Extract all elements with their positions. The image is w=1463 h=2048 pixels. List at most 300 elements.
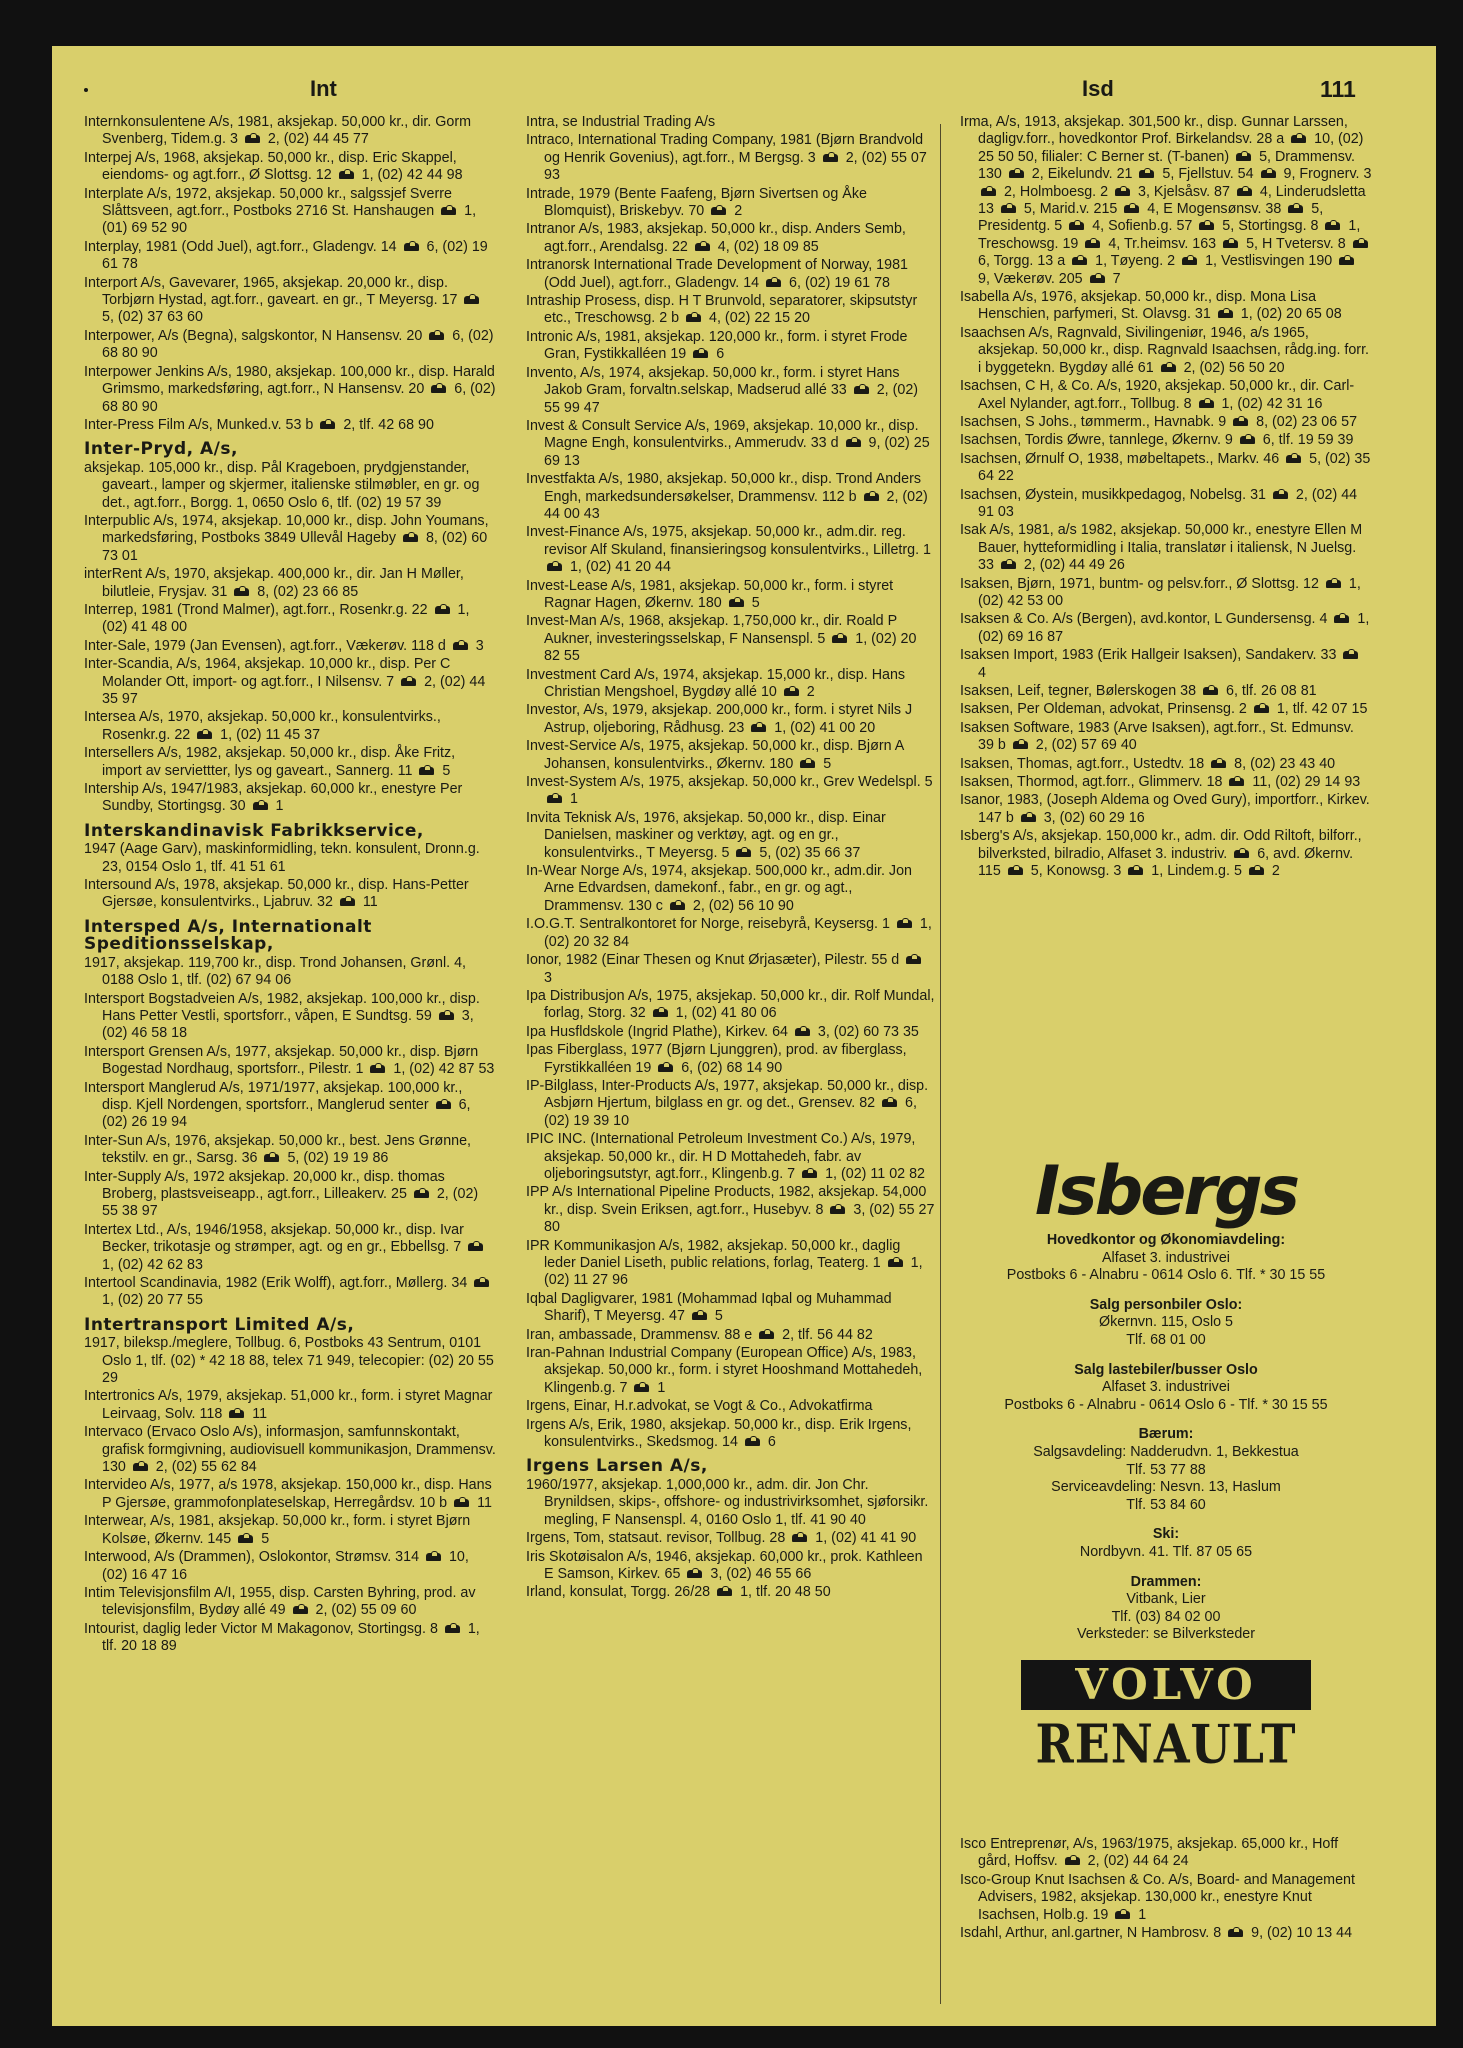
entry-text: Intersellers A/s, 1982, aksjekap. 50,000 kr., disp. Åke Fritz, import av serviettter, lys og gaveart., Sannerg. 11 5	[84, 745, 456, 779]
postal-district-icon	[434, 604, 452, 615]
directory-entry	[960, 576, 1372, 611]
entry-text: Inter-Sun A/s, 1976, aksjekap. 50,000 kr., best. Jens Grønne, tekstilv. en gr., Sarsg. 36 5, (02) 19 19 86	[84, 1132, 472, 1167]
entry-text: Intersport Manglerud A/s, 1971/1977, aksjekap. 100,000 kr., disp. Kjell Nordengen, sportsforr., Manglerud senter 6, (02) 26 19 94	[84, 1079, 471, 1131]
directory-entry	[526, 613, 936, 665]
entry-text: Intra, se Industrial Trading A/s	[526, 114, 716, 130]
postal-district-icon	[881, 1097, 899, 1108]
entry-heading: Irgens Larsen A/s,	[526, 1456, 708, 1477]
postal-district-icon	[430, 383, 448, 394]
directory-entry	[84, 1169, 496, 1221]
entry-text: Iris Skotøisalon A/s, 1946, aksjekap. 60,000 kr., prok. Kathleen E Samson, Kirkev. 65 3, (02) 46 55 66	[526, 1548, 923, 1582]
ad-baerum-line2: Tlf. 53 77 88	[1126, 1461, 1206, 1478]
postal-district-icon	[1012, 739, 1030, 750]
postal-district-icon	[1236, 186, 1254, 197]
postal-district-icon	[403, 241, 421, 252]
postal-district-icon	[228, 1408, 246, 1419]
postal-district-icon	[783, 686, 801, 697]
entry-text: Inter-Sale, 1979 (Jan Evensen), agt.forr., Vækerøv. 118 d 3	[84, 637, 484, 654]
directory-entry	[526, 702, 936, 737]
directory-entry	[84, 239, 496, 274]
directory-entry	[526, 774, 936, 809]
directory-entry	[526, 1078, 936, 1130]
directory-entry	[84, 1513, 496, 1548]
directory-entry	[84, 1477, 496, 1512]
postal-district-icon	[980, 186, 998, 197]
postal-district-icon	[546, 561, 564, 572]
directory-entry	[84, 1621, 496, 1656]
postal-district-icon	[1342, 649, 1360, 660]
entry-text: Investment Card A/s, 1974, aksjekap. 15,000 kr., disp. Hans Christian Mengshoel, Bygdøy allé 10 2	[526, 666, 906, 700]
entry-text: Invest-Finance A/s, 1975, aksjekap. 50,000 kr., adm.dir. reg. revisor Alf Skuland, finansieringsog konsulentvirks., Lilletrg. 1 1, (02) 41 20 44	[526, 524, 932, 576]
entry-text: Irgens, Einar, H.r.advokat, se Vogt & Co., Advokatfirma	[526, 1398, 873, 1415]
entry-text: Irma, A/s, 1913, aksjekap. 301,500 kr., disp. Gunnar Larssen, dagligv.forr., hovedkontor Prof. Birkelandsv. 28 a 10, (02) 25 50 50, filialer: C Berner st. (T-banen) 5, Drammensv. 130 2, Eikelundv. 21 5, Fjellstuv. 54 9, Frognerv. 3 2, Holmboesg. 2 3, Kjelsåsv. 87 4, Linderudsletta 13 5, Marid.v. 215 4, E Mogensønsv. 38 5, Presidentg. 5 4, Sofienb.g. 57 5, Stortingsg. 8 1, Treschowsg. 19 4, Tr.heimsv. 163 5, H Tvetersv. 8 6, Torgg. 13 a 1, Tøyeng. 2 1, Vestlisvingen 190 9, Vækerøv. 205 7	[960, 114, 1372, 287]
directory-entry	[84, 877, 496, 912]
entry-text: Interpej A/s, 1968, aksjekap. 50,000 kr., disp. Eric Skappel, eiendoms- og agt.forr., Ø Slottsg. 12 1, (02) 42 44 98	[84, 149, 463, 184]
entry-text: Isachsen, Ørnulf O, 1938, møbeltapets., Markv. 46 5, (02) 35 64 22	[960, 450, 1371, 485]
directory-entry	[84, 1424, 496, 1476]
directory-entry	[84, 364, 496, 416]
postal-district-icon	[1287, 203, 1305, 214]
postal-district-icon	[1202, 685, 1220, 696]
ad-baerum-line3: Serviceavdeling: Nesvn. 13, Haslum	[1051, 1479, 1281, 1496]
entry-text: Intersport Grensen A/s, 1977, aksjekap. 50,000 kr., disp. Bjørn Bogestad Nordhaug, sportsforr., Pilestr. 1 1, (02) 42 87 53	[84, 1043, 495, 1078]
directory-entry	[960, 774, 1372, 791]
ad-sales-trucks-line1: Alfaset 3. industrivei	[1102, 1379, 1230, 1396]
ad-drammen-line1: Vitbank, Lier	[1126, 1591, 1206, 1608]
directory-entry	[526, 1024, 936, 1041]
directory-entry	[526, 221, 936, 256]
postal-district-icon	[905, 954, 923, 965]
postal-district-icon	[710, 205, 728, 216]
entry-text: Intronic A/s, 1981, aksjekap. 120,000 kr., form. i styret Frode Gran, Fystikkalléen 19 6	[526, 328, 908, 363]
postal-district-icon	[1352, 238, 1370, 249]
entry-text: Invest-System A/s, 1975, aksjekap. 50,000 kr., Grev Wedelspl. 5 1	[526, 774, 933, 808]
entry-text: Isaksen, Per Oldeman, advokat, Prinsensg. 2 1, tlf. 42 07 15	[960, 701, 1368, 718]
directory-entry	[960, 325, 1372, 377]
ad-ski-title: Ski:	[1152, 1526, 1180, 1543]
directory-entry	[84, 150, 496, 185]
directory-entry	[84, 513, 496, 565]
entry-text: Isberg's A/s, aksjekap. 150,000 kr., adm. dir. Odd Riltoft, bilforr., bilverksted, bilradio, Alfaset 3. industriv. 6, avd. Økernv. 115 5, Konowsg. 3 1, Lindem.g. 5 2	[960, 828, 1362, 880]
entry-text: Invest-Service A/s, 1975, aksjekap. 50,000 kr., disp. Bjørn A Johansen, konsulentvirks., Økernv. 180 5	[526, 738, 904, 772]
entry-text: Isaksen, Thomas, agt.forr., Ustedtv. 18 8, (02) 23 43 40	[960, 755, 1336, 772]
directory-entry	[526, 667, 936, 702]
postal-district-icon	[1127, 865, 1145, 876]
postal-district-icon	[440, 205, 458, 216]
postal-district-icon	[1232, 416, 1250, 427]
entry-text: aksjekap. 105,000 kr., disp. Pål Krageboen, prydgjenstander, gaveart., lamper og skjermer, italienske stilmøbler, en gr. og det., agt.forr., Borgg. 1, 0650 Oslo 6, tlf. (02) 19 57 39	[84, 459, 480, 511]
directory-entry	[526, 1398, 936, 1415]
postal-district-icon	[1210, 758, 1228, 769]
directory-entry	[526, 1549, 936, 1584]
postal-district-icon	[765, 277, 783, 288]
postal-district-icon	[829, 1204, 847, 1215]
entry-text: IPIC INC. (International Petroleum Investment Co.) A/s, 1979, aksjekap. 50,000 kr., dir. H D Mottahedeh, fabr. av oljeboringsutstyr, agt.forr., Klingenb.g. 7 1, (02) 11 02 82	[526, 1131, 925, 1182]
entry-heading: Intertransport Limited A/s,	[84, 1314, 355, 1335]
entry-text: interRent A/s, 1970, aksjekap. 400,000 kr., dir. Jan H Møller, bilutleie, Frysjav. 31 8, (02) 23 66 85	[84, 566, 464, 600]
entry-text: Interport A/s, Gavevarer, 1965, aksjekap. 20,000 kr., disp. Torbjørn Hystad, agt.forr., gaveart. en gr., T Meyersg. 17 5, (02) 37 63 60	[84, 275, 483, 326]
entry-text: Internkonsulentene A/s, 1981, aksjekap. 50,000 kr., dir. Gorm Svenberg, Tidem.g. 3 2, (02) 44 45 77	[84, 114, 472, 148]
postal-district-icon	[1198, 220, 1216, 231]
entry-text: Interrep, 1981 (Trond Malmer), agt.forr., Rosenkr.g. 22 1, (02) 41 48 00	[84, 601, 470, 636]
postal-district-icon	[716, 1586, 734, 1597]
entry-text: Isco Entreprenør, A/s, 1963/1975, aksjekap. 65,000 kr., Hoff gård, Hoffsv. 2, (02) 44 64 24	[960, 1836, 1339, 1870]
directory-entry	[960, 720, 1372, 755]
postal-district-icon	[728, 597, 746, 608]
directory-entry	[526, 114, 936, 131]
directory-entry	[84, 913, 496, 990]
postal-district-icon	[473, 1277, 491, 1288]
ad-hq-line1: Alfaset 3. industrivei	[1102, 1249, 1230, 1266]
entry-text: Intervideo A/s, 1977, a/s 1978, aksjekap. 150,000 kr., disp. Hans P Gjersøe, grammofonplateselskap, Herregårdsv. 10 b 11	[84, 1477, 492, 1511]
directory-entry	[960, 1836, 1372, 1871]
entry-text: Intervaco (Ervaco Oslo A/s), informasjon, samfunnskontakt, grafisk formgivning, audiovisuell kommunikasjon, Drammensv. 130 2, (02) 55 62 84	[84, 1424, 496, 1476]
directory-entry	[526, 1131, 936, 1183]
entry-text: I.O.G.T. Sentralkontoret for Norge, reisebyrå, Keysersg. 1 1, (02) 20 32 84	[526, 916, 932, 950]
postal-district-icon	[794, 1026, 812, 1037]
column-2	[526, 114, 936, 1603]
directory-entry	[526, 132, 936, 184]
entry-text: IPR Kommunikasjon A/s, 1982, aksjekap. 50,000 kr., daglig leder Daniel Liseth, public relations, forlag, Teaterg. 1 1, (02) 11 27 96	[526, 1237, 923, 1289]
entry-text: Isaksen, Thormod, agt.forr., Glimmerv. 18 11, (02) 29 14 93	[960, 774, 1361, 791]
postal-district-icon	[863, 491, 881, 502]
directory-entry	[960, 414, 1372, 431]
entry-text: Intertronics A/s, 1979, aksjekap. 51,000 kr., form. i styret Magnar Leirvaag, Solv. 118 11	[84, 1388, 493, 1422]
ad-baerum-line1: Salgsavdeling: Nadderudvn. 1, Bekkestua	[1033, 1443, 1299, 1460]
entry-text: Intranorsk International Trade Development of Norway, 1981 (Odd Juel), agt.forr., Gladengv. 14 6, (02) 19 61 78	[526, 257, 908, 291]
entry-text: Intertex Ltd., A/s, 1946/1958, aksjekap. 50,000 kr., disp. Ivar Becker, trikotasje og strømper, agt. og en gr., Ebbellsg. 7 1, (02) 42 62 83	[84, 1222, 487, 1273]
directory-page	[52, 46, 1436, 2026]
directory-entry	[526, 1291, 936, 1326]
directory-entry	[84, 781, 496, 816]
directory-entry	[960, 378, 1372, 413]
entry-text: Isaksen & Co. A/s (Bergen), avd.kontor, L Gundersensg. 4 1, (02) 69 16 87	[960, 611, 1370, 645]
directory-entry	[84, 745, 496, 780]
postal-district-icon	[244, 133, 262, 144]
volvo-logo: VOLVO	[1021, 1660, 1311, 1710]
postal-district-icon	[831, 633, 849, 644]
entry-text: IP-Bilglass, Inter-Products A/s, 1977, aksjekap. 50,000 kr., disp. Asbjørn Hjertum, bilglass en gr. og det., Grensev. 82 6, (02) 19 39 10	[526, 1077, 929, 1129]
ad-sales-cars-line2: Tlf. 68 01 00	[1126, 1331, 1206, 1348]
entry-text: Intrade, 1979 (Bente Faafeng, Bjørn Sivertsen og Åke Blomquist), Briskebyv. 70 2	[526, 185, 867, 220]
postal-district-icon	[132, 1461, 150, 1472]
postal-district-icon	[1260, 168, 1278, 179]
postal-district-icon	[694, 241, 712, 252]
entry-text: Irland, konsulat, Torgg. 26/28 1, tlf. 20 48 50	[526, 1584, 831, 1601]
entry-text: Invento, A/s, 1974, aksjekap. 50,000 kr., form. i styret Hans Jakob Gram, forvaltn.selskap, Madserud allé 33 2, (02) 55 99 47	[526, 364, 919, 416]
entry-text: Interwear, A/s, 1981, aksjekap. 50,000 kr., form. i styret Bjørn Kolsøe, Økernv. 145 5	[84, 1513, 471, 1547]
entry-text: Inter-Supply A/s, 1972 aksjekap. 20,000 kr., disp. thomas Broberg, plastsveiseapp., agt.forr., Lilleakerv. 25 2, (02) 55 38 97	[84, 1168, 479, 1220]
postal-district-icon	[452, 640, 470, 651]
postal-district-icon	[1000, 559, 1018, 570]
postal-district-icon	[1114, 186, 1132, 197]
entry-text: Interplay, 1981 (Odd Juel), agt.forr., Gladengv. 14 6, (02) 19 61 78	[84, 238, 488, 273]
isbergs-advertisement	[960, 1152, 1372, 1775]
entry-text: Inter-Press Film A/s, Munked.v. 53 b 2, tlf. 42 68 90	[84, 416, 434, 433]
isbergs-logo: Isbergs	[1034, 1152, 1298, 1231]
postal-district-icon	[1198, 398, 1216, 409]
postal-district-icon	[1285, 453, 1303, 464]
entry-text: Isachsen, Tordis Øwre, tannlege, Økernv. 9 6, tlf. 19 59 39	[960, 432, 1354, 449]
entry-text: Isdahl, Arthur, anl.gartner, N Hambrosv. 8 9, (02) 10 13 44	[960, 1925, 1353, 1942]
entry-text: Isanor, 1983, (Joseph Aldema og Oved Gury), importforr., Kirkev. 147 b 3, (02) 60 29 16	[960, 792, 1370, 826]
postal-district-icon	[744, 1436, 762, 1447]
directory-entry	[960, 683, 1372, 700]
postal-district-icon	[1123, 203, 1141, 214]
ad-drammen-line3: Verksteder: se Bilverksteder	[1077, 1626, 1255, 1643]
postal-district-icon	[1253, 703, 1271, 714]
entry-text: Isaksen, Leif, tegner, Bølerskogen 38 6, tlf. 26 08 81	[960, 683, 1317, 699]
entry-text: Ipas Fiberglass, 1977 (Bjørn Ljunggren), prod. av fiberglass, Fyrstikkalléen 19 6, (02) 68 14 90	[526, 1042, 907, 1076]
directory-entry	[526, 257, 936, 292]
postal-district-icon	[685, 312, 703, 323]
postal-district-icon	[1272, 489, 1290, 500]
postal-district-icon	[1333, 613, 1351, 624]
postal-district-icon	[669, 900, 687, 911]
directory-entry	[526, 810, 936, 862]
postal-district-icon	[657, 1062, 675, 1073]
directory-entry	[526, 1345, 936, 1397]
entry-text: Irgens, Tom, statsaut. revisor, Tollbug. 28 1, (02) 41 41 90	[526, 1530, 917, 1547]
postal-district-icon	[1114, 1909, 1132, 1920]
entry-text: Intranor A/s, 1983, aksjekap. 50,000 kr., disp. Anders Semb, agt.forr., Arendalsg. 22 4, (02) 18 09 85	[526, 221, 906, 255]
entry-text: Interpower, A/s (Begna), salgskontor, N Hansensv. 20 6, (02) 68 80 90	[84, 327, 494, 362]
postal-district-icon	[425, 1551, 443, 1562]
entry-text: Isachsen, S Johs., tømmerm., Havnabk. 9 8, (02) 23 06 57	[960, 413, 1358, 430]
postal-district-icon	[801, 1168, 819, 1179]
postal-district-icon	[402, 532, 420, 543]
postal-district-icon	[233, 586, 251, 597]
postal-district-icon	[1181, 255, 1199, 266]
ad-sales-trucks-title: Salg lastebiler/busser Oslo	[1074, 1361, 1258, 1378]
entry-text: Invest & Consult Service A/s, 1969, aksjekap. 10,000 kr., disp. Magne Engh, konsulentvirks., Ammerudv. 33 d 9, (02) 25 69 13	[526, 417, 930, 469]
directory-entry	[526, 1042, 936, 1077]
postal-district-icon	[1324, 220, 1342, 231]
postal-district-icon	[691, 1310, 709, 1321]
postal-district-icon	[196, 729, 214, 740]
directory-entry	[960, 701, 1372, 718]
entry-text: Irgens A/s, Erik, 1980, aksjekap. 50,000 kr., disp. Erik Irgens, konsulentvirks., Skedsmog. 14 6	[526, 1416, 912, 1451]
directory-entry	[84, 1133, 496, 1168]
postal-district-icon	[791, 1532, 809, 1543]
directory-entry	[960, 289, 1372, 324]
entry-text: Isco-Group Knut Isachsen & Co. A/s, Board- and Management Advisers, 1982, aksjekap. 130,000 kr., enestyre Knut Isachsen, Holb.g. 19 1	[960, 1871, 1355, 1923]
postal-district-icon	[1248, 865, 1266, 876]
entry-text: 1947 (Aage Garv), maskinformidling, tekn. konsulent, Dronn.g. 23, 0154 Oslo 1, tlf. 41 51 61	[84, 841, 480, 875]
entry-text: Ipa Distribusjon A/s, 1975, aksjekap. 50,000 kr., dir. Rolf Mundal, forlag, Storg. 32 1, (02) 41 80 06	[526, 987, 935, 1022]
directory-entry	[526, 1327, 936, 1344]
postal-district-icon	[435, 1099, 453, 1110]
directory-entry	[526, 952, 936, 987]
ad-ski-line1: Nordbyvn. 41. Tlf. 87 05 65	[1079, 1543, 1253, 1560]
entry-text: Intersound A/s, 1978, aksjekap. 50,000 kr., disp. Hans-Petter Gjersøe, konsulentvirks., Ljabruv. 32 11	[84, 877, 469, 911]
ad-drammen-title: Drammen:	[1130, 1573, 1202, 1590]
entry-text: In-Wear Norge A/s, 1974, aksjekap. 500,000 kr., adm.dir. Jon Arne Edvardsen, damekonf., fabr., en gr. og agt., Drammensv. 130 c 2, (02) 56 10 90	[526, 863, 912, 914]
entry-text: Invest-Man A/s, 1968, aksjekap. 1,750,000 kr., dir. Roald P Aukner, investeringsselskap, F Nansenspl. 5 1, (02) 20 82 55	[526, 613, 917, 665]
directory-entry	[526, 916, 936, 951]
postal-district-icon	[467, 1241, 485, 1252]
entry-text: 1917, aksjekap. 119,700 kr., disp. Trond Johansen, Grønl. 4, 0188 Oslo 1, tlf. (02) 67 94 06	[84, 954, 467, 989]
postal-district-icon	[252, 800, 270, 811]
entry-text: Inter-Scandia, A/s, 1964, aksjekap. 10,000 kr., disp. Per C Molander Ott, import- og agt.forr., I Nilsensv. 7 2, (02) 44 35 97	[84, 656, 486, 707]
ad-baerum-line4: Tlf. 53 84 60	[1126, 1496, 1206, 1513]
postal-district-icon	[633, 1382, 651, 1393]
column-3	[960, 114, 1372, 881]
directory-entry	[960, 432, 1372, 449]
postal-district-icon	[1228, 776, 1246, 787]
directory-entry	[526, 365, 936, 417]
renault-logo: RENAULT	[1035, 1712, 1297, 1775]
directory-entry	[84, 1044, 496, 1079]
postal-district-icon	[319, 419, 337, 430]
postal-district-icon	[1068, 220, 1086, 231]
postal-district-icon	[369, 1063, 387, 1074]
column-1	[84, 114, 496, 1657]
postal-district-icon	[887, 1257, 905, 1268]
entry-text: 1917, bileksp./meglere, Tollbug. 6, Postboks 43 Sentrum, 0101 Oslo 1, tlf. (02) * 42 18 88, telex 71 949, telecopier: (02) 20 55 29	[84, 1335, 494, 1387]
directory-entry	[84, 114, 496, 149]
entry-text: Intim Televisjonsfilm A/I, 1955, disp. Carsten Byhring, prod. av televisjonsfilm, Bydøy allé 49 2, (02) 55 09 60	[84, 1584, 476, 1619]
postal-district-icon	[1138, 168, 1156, 179]
entry-text: Iqbal Dagligvarer, 1981 (Mohammad Iqbal og Muhammad Sharif), T Meyersg. 47 5	[526, 1290, 892, 1325]
entry-text: Intersea A/s, 1970, aksjekap. 50,000 kr., konsulentvirks., Rosenkr.g. 22 1, (02) 11 45 37	[84, 709, 441, 743]
postal-district-icon	[1227, 1927, 1245, 1938]
ad-hq-line2: Postboks 6 - Alnabru - 0614 Oslo 6. Tlf. * 30 15 55	[1006, 1267, 1326, 1284]
postal-district-icon	[799, 758, 817, 769]
postal-district-icon	[463, 294, 481, 305]
postal-district-icon	[1239, 434, 1257, 445]
entry-text: Isachsen, C H, & Co. A/s, 1920, aksjekap. 50,000 kr., dir. Carl-Axel Nylander, agt.forr., Tollbug. 8 1, (02) 42 31 16	[960, 378, 1355, 412]
entry-text: Invest-Lease A/s, 1981, aksjekap. 50,000 kr., form. i styret Ragnar Hagen, Økernv. 180 5	[526, 577, 894, 611]
directory-entry	[960, 647, 1372, 682]
ad-sales-cars-line1: Økernvn. 115, Oslo 5	[1098, 1314, 1234, 1331]
directory-entry	[526, 738, 936, 773]
directory-entry	[526, 1452, 936, 1529]
directory-entry	[960, 756, 1372, 773]
entry-heading: Inter-Pryd, A/s,	[84, 439, 238, 460]
directory-entry	[84, 638, 496, 655]
postal-district-icon	[1007, 865, 1025, 876]
directory-entry	[526, 418, 936, 470]
postal-district-icon	[1071, 255, 1089, 266]
directory-entry	[526, 1238, 936, 1290]
header-right-word: Isd	[1082, 76, 1114, 101]
postal-district-icon	[652, 1007, 670, 1018]
entry-text: Isak A/s, 1981, a/s 1982, aksjekap. 50,000 kr., enestyre Ellen M Bauer, hytteformidling i Italia, translatør i italiensk, N Juelsg. 33 2, (02) 44 49 26	[960, 522, 1363, 574]
postal-district-icon	[263, 1152, 281, 1163]
entry-text: IPP A/s International Pipeline Products, 1982, aksjekap. 54,000 kr., disp. Svein Eriksen, agt.forr., Husebyv. 8 3, (02) 55 27 80	[526, 1184, 935, 1236]
directory-entry	[960, 1872, 1372, 1924]
page-number: 111	[1320, 76, 1356, 102]
postal-district-icon	[1338, 255, 1356, 266]
ad-baerum-title: Bærum:	[1138, 1426, 1194, 1443]
postal-district-icon	[692, 348, 710, 359]
postal-district-icon	[418, 765, 436, 776]
entry-text: Intraship Prosess, disp. H T Brunvold, separatorer, skipsutstyr etc., Treschowsg. 2 b 4, (02) 22 15 20	[526, 293, 918, 327]
entry-text: Invita Teknisk A/s, 1976, aksjekap. 50,000 kr., disp. Einar Danielsen, maskiner og verktøy, agt. og en gr., konsulentvirks., T Meyersg. 5 5, (02) 35 66 37	[526, 809, 886, 861]
directory-entry	[526, 293, 936, 328]
directory-entry	[960, 451, 1372, 486]
directory-entry	[960, 828, 1372, 880]
directory-entry	[84, 1275, 496, 1310]
directory-entry	[84, 1222, 496, 1274]
entry-text: 1960/1977, aksjekap. 1,000,000 kr., adm. dir. Jon Chr. Brynildsen, skips-, offshore- og industrivirksomhet, sjøforsikr. megling, F Nansenspl. 4, 0160 Oslo 1, tlf. 41 90 40	[526, 1476, 929, 1528]
entry-text: Intership A/s, 1947/1983, aksjekap. 60,000 kr., enestyre Per Sundby, Stortingsg. 30 1	[84, 781, 463, 815]
postal-district-icon	[413, 1188, 431, 1199]
postal-district-icon	[1325, 578, 1343, 589]
directory-entry	[960, 611, 1372, 646]
postal-district-icon	[1290, 133, 1308, 144]
entry-text: Interpublic A/s, 1974, aksjekap. 10,000 kr., disp. John Youmans, markedsføring, Postboks 3849 Ullevål Hageby 8, (02) 60 73 01	[84, 512, 489, 564]
ad-drammen-line2: Tlf. (03) 84 02 00	[1111, 1608, 1221, 1625]
entry-text: Isabella A/s, 1976, aksjekap. 50,000 kr., disp. Mona Lisa Henschien, parfymeri, St. Olavsg. 31 1, (02) 20 65 08	[960, 289, 1342, 323]
page-header	[52, 76, 1436, 106]
postal-district-icon	[444, 1623, 462, 1634]
directory-entry	[526, 524, 936, 576]
directory-entry	[526, 1184, 936, 1236]
column-3-bottom	[960, 1836, 1372, 1943]
entry-text: Isaksen Import, 1983 (Erik Hallgeir Isaksen), Sandakerv. 33 4	[960, 647, 1362, 680]
directory-entry	[84, 709, 496, 744]
directory-entry	[84, 1311, 496, 1388]
postal-district-icon	[686, 1568, 704, 1579]
postal-district-icon	[845, 437, 863, 448]
entry-text: Isaksen Software, 1983 (Arve Isaksen), agt.forr., St. Edmunsv. 39 b 2, (02) 57 69 40	[960, 719, 1354, 754]
entry-text: Interplate A/s, 1972, aksjekap. 50,000 kr., salgssjef Sverre Slåttsveen, agt.forr., Postboks 2716 St. Hanshaugen 1, (01) 69 52 90	[84, 185, 477, 237]
entry-text: Investfakta A/s, 1980, aksjekap. 50,000 kr., disp. Trond Anders Engh, markedsundersøkelser, Drammensv. 112 b 2, (02) 44 00 43	[526, 471, 928, 522]
directory-entry	[84, 1080, 496, 1132]
postal-district-icon	[896, 918, 914, 929]
postal-district-icon	[735, 847, 753, 858]
directory-entry	[84, 417, 496, 434]
postal-district-icon	[1233, 848, 1251, 859]
directory-entry	[960, 114, 1372, 288]
postal-district-icon	[1089, 273, 1107, 284]
entry-heading: Interskandinavisk Fabrikkservice,	[84, 820, 424, 841]
header-left-word: Int	[310, 76, 337, 101]
directory-entry	[960, 792, 1372, 827]
postal-district-icon	[438, 1010, 456, 1021]
ad-hq-title: Hovedkontor og Økonomiavdeling:	[1046, 1232, 1286, 1248]
directory-entry	[84, 991, 496, 1043]
ad-sales-cars-title: Salg personbiler Oslo:	[1089, 1296, 1243, 1313]
postal-district-icon	[1235, 151, 1253, 162]
postal-district-icon	[546, 793, 564, 804]
postal-district-icon	[400, 676, 418, 687]
directory-entry	[84, 186, 496, 238]
directory-entry	[960, 1925, 1372, 1942]
entry-text: Interwood, A/s (Drammen), Oslokontor, Strømsv. 314 10, (02) 16 47 16	[84, 1549, 469, 1583]
postal-district-icon	[750, 722, 768, 733]
directory-entry	[526, 578, 936, 613]
directory-entry	[84, 328, 496, 363]
postal-district-icon	[1064, 1855, 1082, 1866]
directory-entry	[84, 275, 496, 327]
entry-text: Isaachsen A/s, Ragnvald, Sivilingeniør, 1946, a/s 1965, aksjekap. 50,000 kr., disp. Ragnvald Isaachsen, rådg.ing. forr. i byggetekn. Bygdøy allé 61 2, (02) 56 50 20	[960, 324, 1370, 376]
directory-entry	[526, 988, 936, 1023]
entry-text: Intourist, daglig leder Victor M Makagonov, Stortingsg. 8 1, tlf. 20 18 89	[84, 1620, 480, 1655]
directory-entry	[526, 1584, 936, 1601]
entry-text: Interpower Jenkins A/s, 1980, aksjekap. 100,000 kr., disp. Harald Grimsmo, markedsføring, agt.forr., N Hansensv. 20 6, (02) 68 80 90	[84, 363, 496, 415]
entry-text: Intertool Scandinavia, 1982 (Erik Wolff), agt.forr., Møllerg. 34 1, (02) 20 77 55	[84, 1275, 493, 1308]
directory-entry	[84, 566, 496, 601]
entry-heading: Intersped A/s, Internationalt Speditionsselskap,	[84, 916, 372, 955]
entry-text: Ipa Husfldskole (Ingrid Plathe), Kirkev. 64 3, (02) 60 73 35	[526, 1023, 919, 1040]
directory-entry	[84, 435, 496, 512]
postal-district-icon	[1160, 362, 1178, 373]
postal-district-icon	[428, 330, 446, 341]
postal-district-icon	[453, 1497, 471, 1508]
